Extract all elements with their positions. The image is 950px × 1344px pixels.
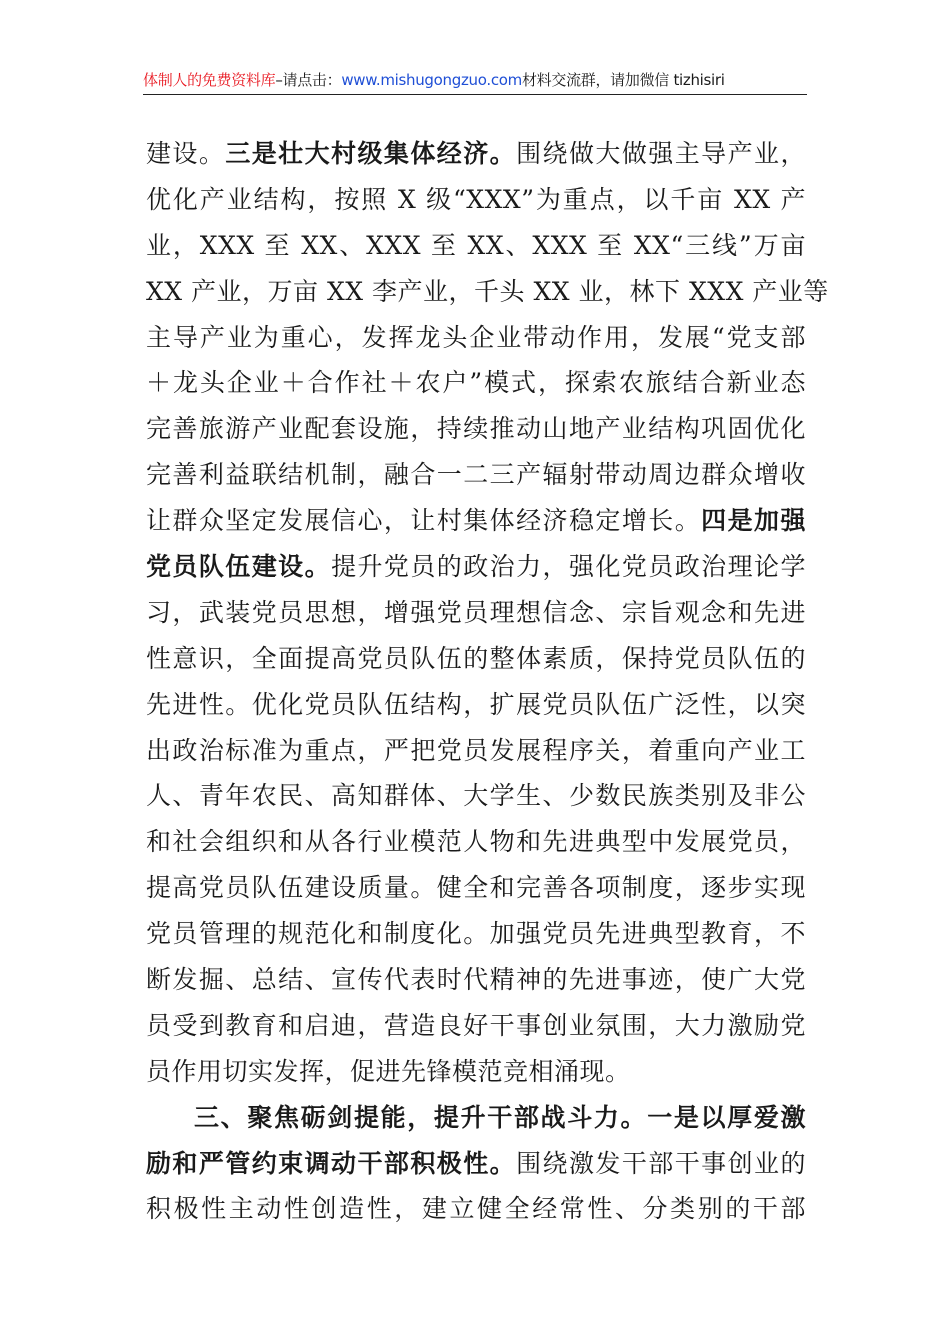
section-heading-line [146,1095,806,1141]
header-prompt: –请点击： [275,71,342,89]
text-line: 性意识，全面提高党员队伍的整体素质，保持党员队伍的 [146,643,806,673]
text-line: 让群众坚定发展信心，让村集体经济稳定增长。四是加强 [146,506,806,536]
header-url-link[interactable]: www.mishugongzuo.com [341,71,522,89]
text-line: 党员队伍建设。提升党员的政治力，强化党员政治理论学 [146,552,806,582]
text-line: 励和严管约束调动干部积极性。围绕激发干部干事创业的 [146,1148,806,1178]
text-line: 建设。三是壮大村级集体经济。围绕做大做强主导产业， [146,139,806,168]
text-line: 员作用切实发挥，促进先锋模范竞相涌现。 [146,1056,631,1086]
text-line: 提高党员队伍建设质量。健全和完善各项制度，逐步实现 [146,873,806,903]
bold-heading: 励和严管约束调动干部积极性。 [146,1148,517,1178]
text-line: ＋龙头企业＋合作社＋农户”模式，探索农旅结合新业态 [146,368,806,398]
text-line: 主导产业为重心，发挥龙头企业带动作用，发展“党支部 [146,322,806,352]
bold-heading: 四是加强 [701,506,806,536]
text-line: 积极性主动性创造性，建立健全经常性、分类别的干部 [146,1194,806,1224]
text-line: 断发掘、总结、宣传代表时代精神的先进事迹，使广大党 [146,965,806,995]
bold-heading: 党员队伍建设。 [146,552,332,582]
text-line: 出政治标准为重点，严把党员发展程序关，着重向产业工 [146,735,806,765]
text-line: 先进性。优化党员队伍结构，扩展党员队伍广泛性，以突 [146,689,806,719]
text-line: 业，XXX 至 XX、XXX 至 XX、XXX 至 XX“三线”万亩 [146,230,806,260]
text-line: 员受到教育和启迪，营造良好干事创业氛围，大力激励党 [146,1010,806,1040]
text-line: 习，武装党员思想，增强党员理想信念、宗旨观念和先进 [146,597,806,627]
text-line: XX 产业，万亩 XX 李产业，千头 XX 业，林下 XXX 产业等 [146,276,829,306]
header-wechat-note: 材料交流群，请加微信 tizhisiri [521,71,725,89]
text-line: 完善旅游产业配套设施，持续推动山地产业结构巩固优化 [146,414,806,444]
text-line: 党员管理的规范化和制度化。加强党员先进典型教育，不 [146,919,806,949]
header-brand[interactable]: 体制人的免费资料库 [143,71,276,89]
text-line: 和社会组织和从各行业模范人物和先进典型中发展党员， [146,827,806,857]
text-line: 完善利益联结机制，融合一二三产辐射带动周边群众增收 [146,460,806,490]
page-header [143,70,807,95]
bold-heading: 三、聚焦砺剑提能，提升干部战斗力。一是以厚爱激 [194,1102,806,1132]
text-line: 人、青年农民、高知群体、大学生、少数民族类别及非公 [146,781,806,811]
document-body [146,131,829,1232]
text-line: 优化产业结构，按照 X 级“XXX”为重点，以千亩 XX 产 [146,184,806,214]
bold-heading: 三是壮大村级集体经济。 [225,139,517,168]
